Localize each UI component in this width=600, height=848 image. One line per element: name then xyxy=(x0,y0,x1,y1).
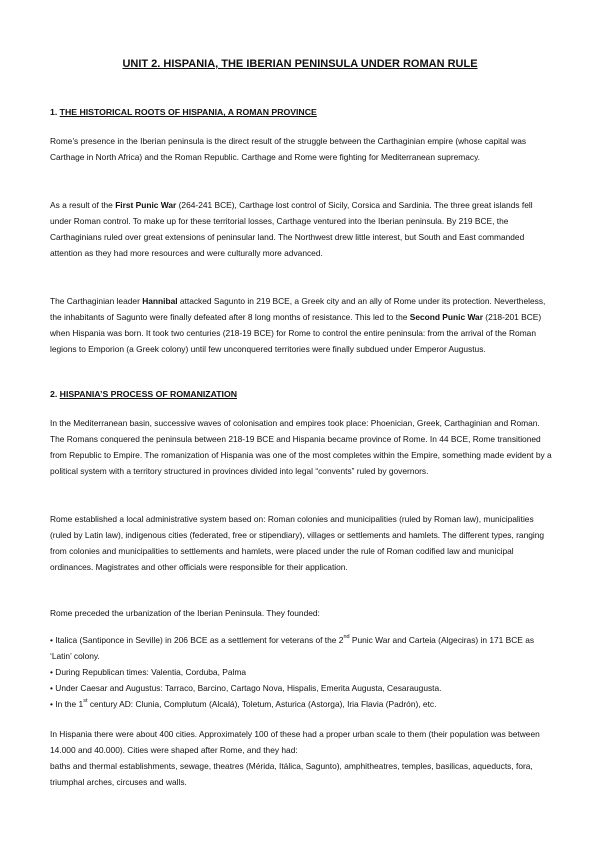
text-run: As a result of the xyxy=(50,200,116,210)
list-item: • In the 1st century AD: Clunia, Complutum (Alcalá), Toletum, Asturica (Astorga), Iria Flavia (Padrón), etc. xyxy=(50,698,437,709)
list-item: • Under Caesar and Augustus: Tarraco, Barcino, Cartago Nova, Hispalis, Emerita Augusta, Cesaraugusta. xyxy=(50,683,442,693)
text-run: The Carthaginian leader xyxy=(50,296,143,306)
section-1-paragraph-3 xyxy=(50,293,555,357)
section-2-title: HISPANIA’S PROCESS OF ROMANIZATION xyxy=(59,389,237,399)
page-title: UNIT 2. HISPANIA, THE IBERIAN PENINSULA UNDER ROMAN RULE xyxy=(122,58,478,70)
section-1-title: THE HISTORICAL ROOTS OF HISPANIA, A ROMAN PROVINCE xyxy=(59,107,317,117)
list-item: • Italica (Santiponce in Seville) in 206 BCE as a settlement for veterans of the 2nd Punic War and Carteia (Algeciras) in 171 BCE as ‘Latin’ colony. xyxy=(50,634,535,661)
section-2-paragraph-2: Rome established a local administrative system based on: Roman colonies and municipalities (ruled by Roman law), municipalities (ruled by Latin law), indigenous cities (federated, free or stipendiary), villages or settlements and hamlets. The different types, ranging from colonies and municipalities to settlements and hamlets, were placed under the rule of Roman codified law and municipal ordinances. Magistrates and other officials were responsible for their application. xyxy=(50,514,545,572)
text-run: During Republican times: Valentia, Corduba, Palma xyxy=(55,667,246,677)
section-2-heading xyxy=(50,389,237,399)
text-run: In Hispania there were about 400 cities. Approximately 100 of these had a proper urban scale to them (their population was between 14.000 and 40.000). Cities were shaped after Rome, and they had: xyxy=(50,729,540,755)
section-2-number: 2. xyxy=(50,389,58,399)
section-1-number: 1. xyxy=(50,107,58,117)
section-1-paragraph-2 xyxy=(50,197,555,261)
hannibal-term: Hannibal xyxy=(142,296,178,306)
text-run: century AD: Clunia, Complutum (Alcalá), Toletum, Asturica (Astorga), Iria Flavia (Padrón), etc. xyxy=(87,699,437,709)
section-2-paragraph-3: Rome preceded the urbanization of the Iberian Peninsula. They founded: xyxy=(50,608,320,618)
section-1-heading xyxy=(50,107,317,117)
bullet-list xyxy=(50,632,555,712)
section-2-paragraph-1: In the Mediterranean basin, successive waves of colonisation and empires took place: Phoenician, Greek, Carthaginian and Roman. The Romans conquered the peninsula between 218-19 BCE and Hispania became province of Rome. In 44 BCE, Rome transitioned from Republic to Empire. The romanization of Hispania was one of the most completes within the Empire, something made evident by a political system with a territory structured in provinces divided into legal “convents” ruled by governors. xyxy=(50,418,552,476)
section-1-paragraph-1: Rome’s presence in the Iberian peninsula is the direct result of the struggle between the Carthaginian empire (whose capital was Carthage in North Africa) and the Roman Republic. Carthage and Rome were fighting for Mediterranean supremacy. xyxy=(50,136,527,162)
text-run: In the 1 xyxy=(55,699,84,709)
first-punic-war-term: First Punic War xyxy=(115,200,177,210)
text-run: (218-201 BCE) when Hispania was born. It took two centuries (218-19 BCE) for Rome to control the entire peninsula: from the arrival of the Roman legions to Emporion (a Greek colony) until few unconquered territories were finally subdued under Emperor Augustus. xyxy=(50,312,542,354)
second-punic-war-term: Second Punic War xyxy=(409,312,483,322)
text-run: Punic War and Carteia (Algeciras) in 171 BCE as ‘Latin’ colony. xyxy=(50,635,535,661)
section-2-paragraph-4 xyxy=(50,726,555,790)
text-run: Under Caesar and Augustus: Tarraco, Barcino, Cartago Nova, Hispalis, Emerita Augusta, Cesaraugusta. xyxy=(55,683,442,693)
superscript: nd xyxy=(343,634,350,641)
list-item: • During Republican times: Valentia, Corduba, Palma xyxy=(50,667,246,677)
superscript: st xyxy=(83,698,88,705)
text-run: attacked Sagunto in 219 BCE, a Greek city and an ally of Rome under its protection. Nevertheless, the inhabitants of Sagunto were finally defeated after 8 long months of resistance. This led to the xyxy=(50,296,546,322)
text-run: (264-241 BCE), Carthage lost control of Sicily, Corsica and Sardinia. The three great islands fell under Roman control. To make up for these territorial losses, Carthage ventured into the Iberian peninsula. By 219 BCE, the Carthaginians ruled over great extensions of peninsular land. The Northwest drew little interest, but South and East commanded attention as they had more resources and were culturally more advanced. xyxy=(50,200,533,258)
text-run: baths and thermal establishments, sewage, theatres (Mérida, Itálica, Sagunto), amphitheatres, temples, basilicas, aqueducts, fora, triumphal arches, circuses and walls. xyxy=(50,761,533,787)
text-run: Italica (Santiponce in Seville) in 206 BCE as a settlement for veterans of the 2 xyxy=(55,635,344,645)
